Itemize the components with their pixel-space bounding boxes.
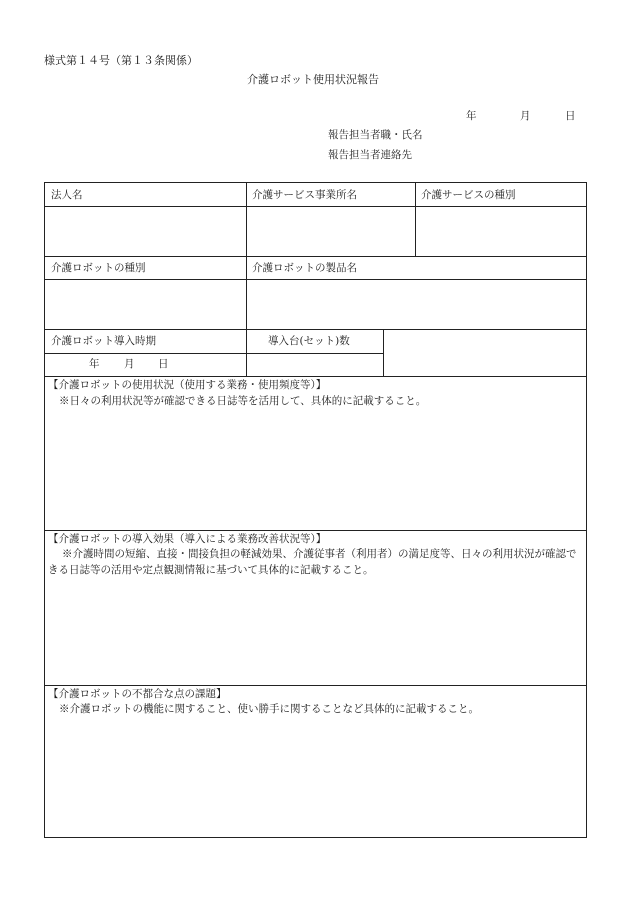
service-type-field[interactable] [416,207,585,255]
robot-type-field[interactable] [46,280,245,328]
report-date-month-label: 月 [520,110,531,122]
facility-name-label: 介護サービス事業所名 [252,189,357,201]
units-introduced-field[interactable] [247,354,382,375]
corporation-name-label: 法人名 [51,189,83,201]
form-number: 様式第１４号（第１３条関係） [44,54,198,67]
report-date-year-label: 年 [466,110,477,122]
issues-text-area[interactable] [46,721,585,836]
introduction-day-label: 日 [158,358,169,370]
introduction-period-label: 介護ロボット導入時期 [51,335,156,347]
effect-section-note: ※介護時間の短縮、直接・間接負担の軽減効果、介護従事者（利用者）の満足度等、日々の利用状況が確認できる日誌等の活用や定点観測情報に基づいて具体的に記載すること。 [48,548,577,577]
report-form [44,182,587,838]
product-name-label: 介護ロボットの製品名 [252,262,357,274]
reporter-name-label: 報告担当者職・氏名 [328,129,423,141]
usage-text-area[interactable] [46,413,585,529]
effect-text-area[interactable] [46,583,585,684]
service-type-label: 介護サービスの種別 [421,189,516,201]
report-date-day-label: 日 [565,110,576,122]
blank-cell [384,330,585,375]
document-title: 介護ロボット使用状況報告 [247,73,379,86]
section-divider [45,685,586,686]
section-divider [45,530,586,531]
usage-section-note: ※日々の利用状況等が確認できる日誌等を活用して、具体的に記載すること。 [59,395,427,407]
effect-section-title: 【介護ロボットの導入効果（導入による業務改善状況等）】 [48,533,327,545]
section-divider [45,376,586,377]
corporation-name-field[interactable] [46,207,245,255]
product-name-field[interactable] [247,280,585,328]
reporter-contact-label: 報告担当者連絡先 [328,149,412,161]
robot-type-label: 介護ロボットの種別 [51,262,146,274]
row-divider [45,256,586,257]
usage-section-title: 【介護ロボットの使用状況（使用する業務・使用頻度等）】 [48,379,327,391]
issues-section-title: 【介護ロボットの不都合な点の課題】 [48,688,227,700]
issues-section-note: ※介護ロボットの機能に関すること、使い勝手に関することなど具体的に記載すること。 [59,703,479,715]
units-introduced-label: 導入台(セット)数 [268,335,350,347]
facility-name-field[interactable] [247,207,414,255]
introduction-year-label: 年 [89,358,100,370]
introduction-month-label: 月 [124,358,135,370]
